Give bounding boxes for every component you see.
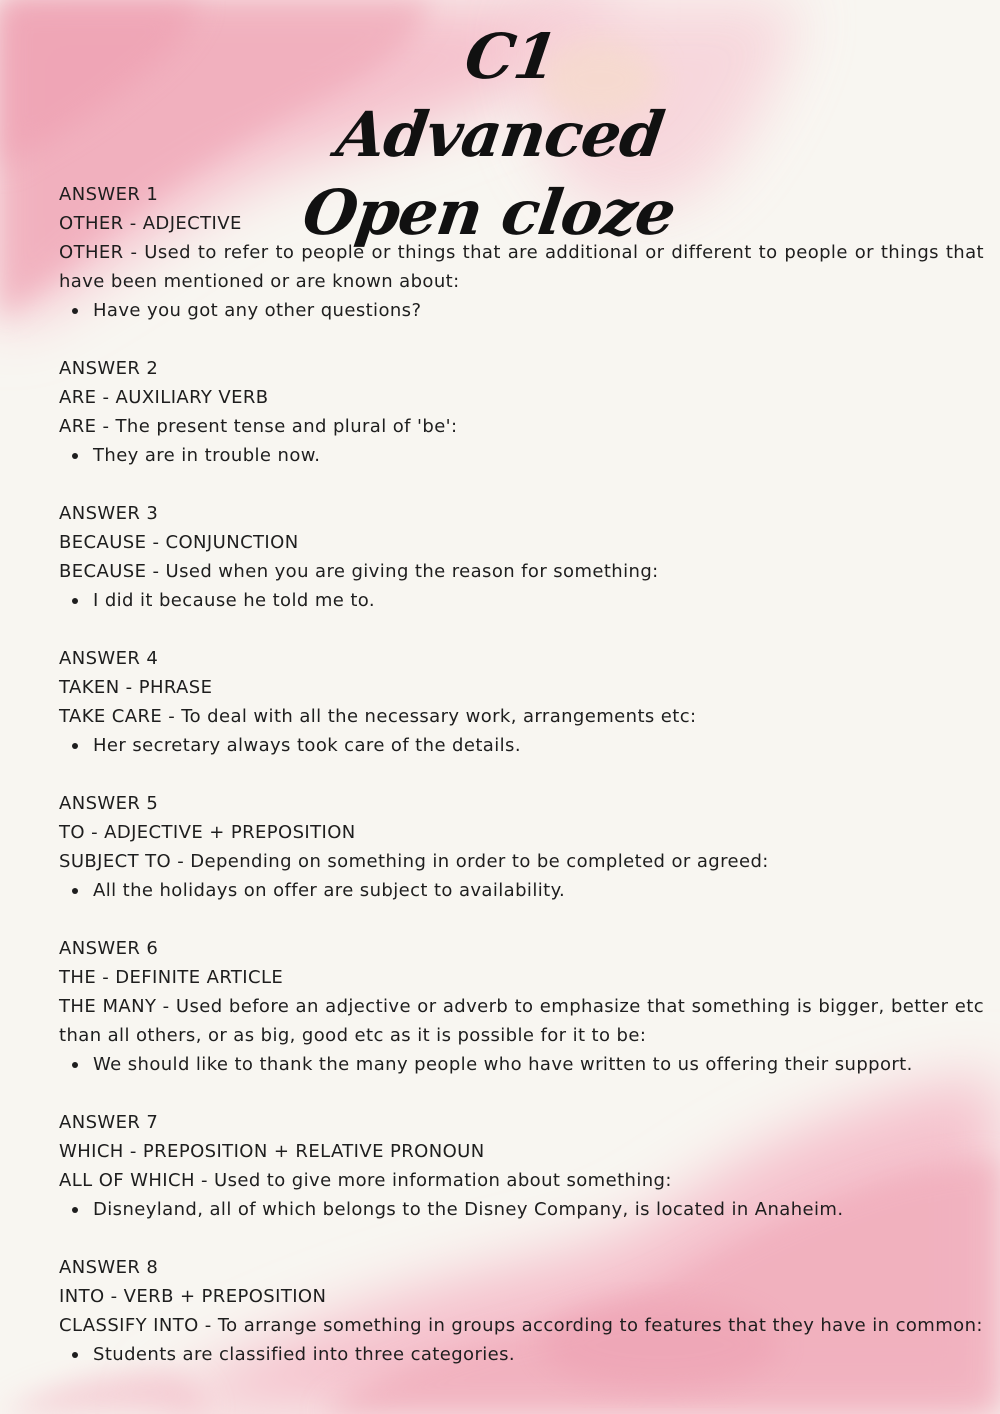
answer-word-type: WHICH - PREPOSITION + RELATIVE PRONOUN: [59, 1141, 485, 1162]
answer-example: Her secretary always took care of the details.: [59, 731, 984, 760]
answer-definition: THE MANY - Used before an adjective or adverb to emphasize that something is bigger, better etc than all others, or as big, good etc as it is possible for it to be:: [59, 996, 984, 1046]
answer-heading: ANSWER 8: [59, 1257, 159, 1278]
answer-heading: ANSWER 4: [59, 648, 159, 669]
answer-example: Students are classified into three categories.: [59, 1340, 984, 1369]
answer-block-7: [59, 1108, 984, 1253]
answer-word-type: THE - DEFINITE ARTICLE: [59, 967, 284, 988]
answer-heading: ANSWER 6: [59, 938, 159, 959]
answer-definition: OTHER - Used to refer to people or things that are additional or different to people or things that have been mentioned or are known about:: [59, 242, 984, 292]
answer-example: All the holidays on offer are subject to availability.: [59, 876, 984, 905]
answer-block-6: [59, 934, 984, 1108]
answer-word-type: TO - ADJECTIVE + PREPOSITION: [59, 822, 356, 843]
answer-definition: BECAUSE - Used when you are giving the reason for something:: [59, 561, 659, 582]
answer-heading: ANSWER 5: [59, 793, 159, 814]
answer-example: I did it because he told me to.: [59, 586, 984, 615]
answer-definition: ALL OF WHICH - Used to give more information about something:: [59, 1170, 672, 1191]
answer-definition: TAKE CARE - To deal with all the necessary work, arrangements etc:: [59, 706, 697, 727]
title-line-1: C1 Advanced: [332, 20, 668, 171]
answer-word-type: INTO - VERB + PREPOSITION: [59, 1286, 327, 1307]
answer-word-type: ARE - AUXILIARY VERB: [59, 387, 269, 408]
answer-block-1: [59, 180, 984, 354]
answer-example: Have you got any other questions?: [59, 296, 984, 325]
answer-definition: SUBJECT TO - Depending on something in order to be completed or agreed:: [59, 851, 769, 872]
answer-heading: ANSWER 3: [59, 503, 159, 524]
answer-word-type: TAKEN - PHRASE: [59, 677, 213, 698]
answer-example: Disneyland, all of which belongs to the Disney Company, is located in Anaheim.: [59, 1195, 984, 1224]
answer-block-2: [59, 354, 984, 499]
answer-example: They are in trouble now.: [59, 441, 984, 470]
answer-definition: CLASSIFY INTO - To arrange something in groups according to features that they have in common:: [59, 1315, 983, 1336]
answer-definition: ARE - The present tense and plural of 'be':: [59, 416, 458, 437]
answer-block-3: [59, 499, 984, 644]
answer-block-4: [59, 644, 984, 789]
answer-list: [59, 180, 984, 1398]
answer-block-8: [59, 1253, 984, 1398]
answer-word-type: OTHER - ADJECTIVE: [59, 213, 242, 234]
answer-word-type: BECAUSE - CONJUNCTION: [59, 532, 299, 553]
answer-heading: ANSWER 7: [59, 1112, 159, 1133]
answer-heading: ANSWER 2: [59, 358, 159, 379]
answer-block-5: [59, 789, 984, 934]
answer-example: We should like to thank the many people who have written to us offering their support.: [59, 1050, 984, 1079]
answer-heading: ANSWER 1: [59, 184, 159, 205]
title-line-2: Open cloze: [298, 176, 680, 249]
